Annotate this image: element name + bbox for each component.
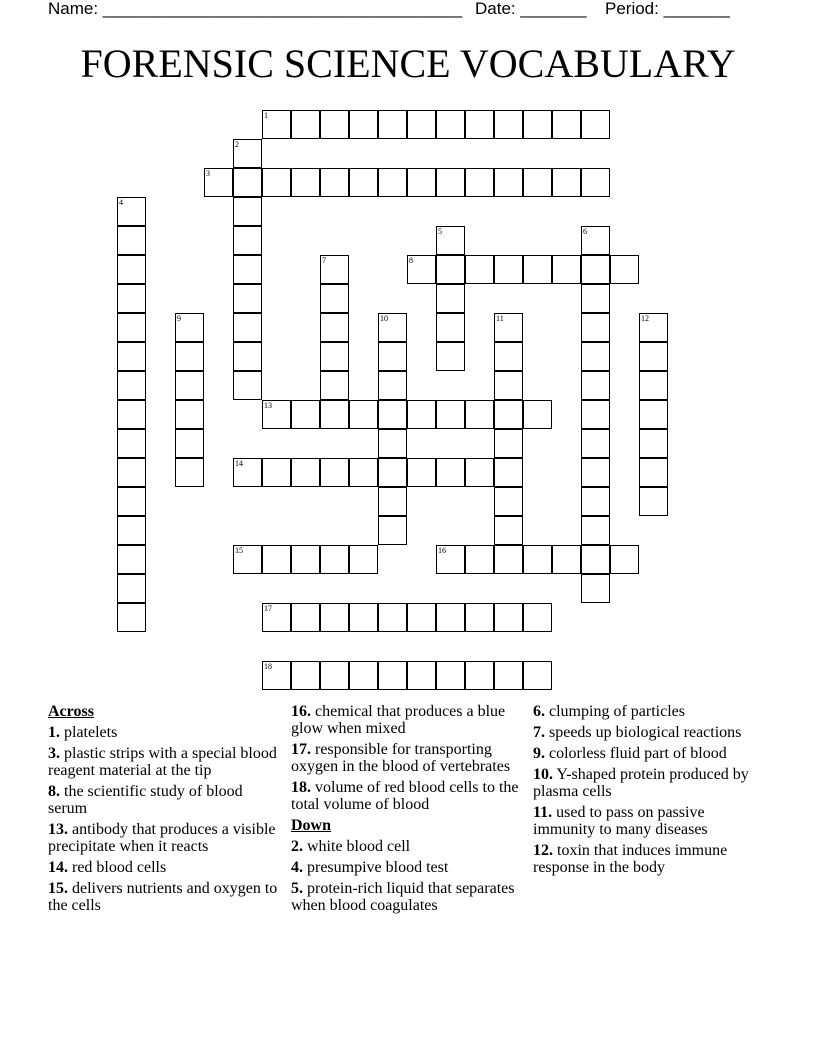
grid-cell[interactable]	[117, 429, 146, 458]
grid-cell[interactable]	[494, 545, 523, 574]
grid-cell[interactable]	[320, 255, 349, 284]
grid-cell[interactable]	[175, 313, 204, 342]
grid-cell[interactable]	[378, 458, 407, 487]
grid-cell[interactable]	[639, 400, 668, 429]
grid-cell[interactable]	[465, 400, 494, 429]
grid-cell[interactable]	[233, 197, 262, 226]
grid-cell[interactable]	[581, 487, 610, 516]
grid-cell[interactable]	[407, 458, 436, 487]
grid-cell[interactable]	[378, 313, 407, 342]
clue-number-label: 17	[264, 604, 272, 613]
grid-cell[interactable]	[639, 458, 668, 487]
grid-cell[interactable]	[233, 168, 262, 197]
grid-cell[interactable]	[465, 168, 494, 197]
grid-cell[interactable]	[117, 545, 146, 574]
clue-across-16: 16. chemical that produces a blue glow when mixed	[291, 703, 506, 737]
clue-number-label: 5	[438, 227, 442, 236]
clue-number-label: 11	[496, 314, 504, 323]
grid-cell[interactable]	[117, 400, 146, 429]
grid-cell[interactable]	[610, 545, 639, 574]
grid-cell[interactable]	[117, 458, 146, 487]
grid-cell[interactable]	[407, 168, 436, 197]
clue-down-11: 11. used to pass on passive immunity to many diseases	[533, 804, 708, 838]
clue-number-label: 3	[206, 169, 210, 178]
grid-cell[interactable]	[117, 255, 146, 284]
grid-cell[interactable]	[291, 661, 320, 690]
grid-cell[interactable]	[581, 168, 610, 197]
grid-cell[interactable]	[349, 661, 378, 690]
grid-cell[interactable]	[552, 168, 581, 197]
grid-cell[interactable]	[465, 255, 494, 284]
grid-cell[interactable]	[494, 487, 523, 516]
grid-cell[interactable]	[233, 284, 262, 313]
grid-cell[interactable]	[233, 313, 262, 342]
clues-column-3	[533, 703, 769, 880]
clue-number-label: 6	[583, 227, 587, 236]
grid-cell[interactable]	[175, 400, 204, 429]
grid-cell[interactable]	[349, 110, 378, 139]
grid-cell[interactable]	[581, 313, 610, 342]
grid-cell[interactable]	[349, 400, 378, 429]
grid-cell[interactable]	[581, 458, 610, 487]
grid-cell[interactable]	[465, 110, 494, 139]
grid-cell[interactable]	[349, 545, 378, 574]
clue-across-13: 13. antibody that produces a visible precipitate when it reacts	[48, 821, 276, 855]
grid-cell[interactable]	[523, 545, 552, 574]
grid-cell[interactable]	[175, 458, 204, 487]
grid-cell[interactable]	[581, 545, 610, 574]
grid-cell[interactable]	[262, 661, 291, 690]
grid-cell[interactable]	[639, 371, 668, 400]
date-field: Date: _______	[475, 0, 587, 18]
clue-number-label: 4	[119, 198, 123, 207]
grid-cell[interactable]	[378, 371, 407, 400]
across-heading: Across	[48, 703, 94, 720]
grid-cell[interactable]	[639, 342, 668, 371]
grid-cell[interactable]	[494, 342, 523, 371]
clue-across-3: 3. plastic strips with a special blood reagent material at the tip	[48, 745, 277, 779]
grid-cell[interactable]	[436, 458, 465, 487]
grid-cell[interactable]	[233, 255, 262, 284]
grid-cell[interactable]	[581, 226, 610, 255]
grid-cell[interactable]	[117, 284, 146, 313]
grid-cell[interactable]	[581, 255, 610, 284]
grid-cell[interactable]	[494, 255, 523, 284]
clue-down-7: 7. speeds up biological reactions	[533, 724, 742, 741]
grid-cell[interactable]	[436, 226, 465, 255]
grid-cell[interactable]	[494, 168, 523, 197]
grid-cell[interactable]	[378, 110, 407, 139]
down-heading: Down	[291, 817, 332, 834]
grid-cell[interactable]	[204, 168, 233, 197]
grid-cell[interactable]	[262, 400, 291, 429]
clue-across-1: 1. platelets	[48, 724, 118, 741]
grid-cell[interactable]	[175, 342, 204, 371]
grid-cell[interactable]	[117, 516, 146, 545]
grid-cell[interactable]	[117, 574, 146, 603]
clue-number-label: 16	[438, 546, 446, 555]
grid-cell[interactable]	[407, 400, 436, 429]
grid-cell[interactable]	[465, 603, 494, 632]
grid-cell[interactable]	[639, 429, 668, 458]
page-title: FORENSIC SCIENCE VOCABULARY	[80, 41, 736, 86]
grid-cell[interactable]	[117, 487, 146, 516]
grid-cell[interactable]	[349, 458, 378, 487]
grid-cell[interactable]	[639, 313, 668, 342]
grid-cell[interactable]	[436, 255, 465, 284]
grid-cell[interactable]	[262, 168, 291, 197]
grid-cell[interactable]	[639, 487, 668, 516]
grid-cell[interactable]	[436, 342, 465, 371]
grid-cell[interactable]	[610, 255, 639, 284]
grid-cell[interactable]	[581, 400, 610, 429]
clue-down-10: 10. Y-shaped protein produced by plasma cells	[533, 766, 749, 800]
clues-column-2	[291, 703, 527, 918]
clue-across-15: 15. delivers nutrients and oxygen to the cells	[48, 880, 278, 914]
grid-cell[interactable]	[233, 139, 262, 168]
clue-across-8: 8. the scientific study of blood serum	[48, 783, 243, 817]
grid-cell[interactable]	[175, 371, 204, 400]
clue-down-9: 9. colorless fluid part of blood	[533, 745, 727, 762]
grid-cell[interactable]	[523, 110, 552, 139]
grid-cell[interactable]	[552, 255, 581, 284]
grid-cell[interactable]	[320, 284, 349, 313]
clue-number-label: 1	[264, 111, 268, 120]
clue-down-4: 4. presumpive blood test	[291, 859, 449, 876]
grid-cell[interactable]	[320, 603, 349, 632]
grid-cell[interactable]	[117, 197, 146, 226]
clue-number-label: 2	[235, 140, 239, 149]
period-field: Period: _______	[605, 0, 730, 18]
grid-cell[interactable]	[436, 661, 465, 690]
grid-cell[interactable]	[407, 661, 436, 690]
grid-cell[interactable]	[378, 661, 407, 690]
clue-across-18: 18. volume of red blood cells to the total volume of blood	[291, 779, 519, 813]
grid-cell[interactable]	[291, 458, 320, 487]
grid-cell[interactable]	[320, 458, 349, 487]
grid-cell[interactable]	[117, 342, 146, 371]
grid-cell[interactable]	[407, 110, 436, 139]
grid-cell[interactable]	[436, 603, 465, 632]
grid-cell[interactable]	[262, 110, 291, 139]
grid-cell[interactable]	[291, 168, 320, 197]
grid-cell[interactable]	[320, 371, 349, 400]
clue-number-label: 8	[409, 256, 413, 265]
grid-cell[interactable]	[117, 226, 146, 255]
grid-cell[interactable]	[523, 168, 552, 197]
clue-number-label: 18	[264, 662, 272, 671]
grid-cell[interactable]	[320, 110, 349, 139]
grid-cell[interactable]	[552, 545, 581, 574]
grid-cell[interactable]	[581, 110, 610, 139]
grid-cell[interactable]	[349, 603, 378, 632]
grid-cell[interactable]	[494, 400, 523, 429]
grid-cell[interactable]	[262, 603, 291, 632]
grid-cell[interactable]	[320, 313, 349, 342]
grid-cell[interactable]	[523, 400, 552, 429]
grid-cell[interactable]	[233, 545, 262, 574]
clue-number-label: 10	[380, 314, 388, 323]
clues-column-1	[48, 703, 284, 918]
grid-cell[interactable]	[349, 168, 378, 197]
grid-cell[interactable]	[581, 342, 610, 371]
grid-cell[interactable]	[233, 371, 262, 400]
grid-cell[interactable]	[320, 168, 349, 197]
grid-cell[interactable]	[320, 400, 349, 429]
clue-across-14: 14. red blood cells	[48, 859, 167, 876]
grid-cell[interactable]	[465, 458, 494, 487]
clue-down-6: 6. clumping of particles	[533, 703, 685, 720]
grid-cell[interactable]	[436, 168, 465, 197]
grid-cell[interactable]	[523, 255, 552, 284]
clue-number-label: 15	[235, 546, 243, 555]
grid-cell[interactable]	[436, 284, 465, 313]
grid-cell[interactable]	[378, 487, 407, 516]
grid-cell[interactable]	[378, 603, 407, 632]
grid-cell[interactable]	[407, 603, 436, 632]
clue-down-2: 2. white blood cell	[291, 838, 411, 855]
grid-cell[interactable]	[465, 545, 494, 574]
grid-cell[interactable]	[523, 661, 552, 690]
grid-cell[interactable]	[291, 603, 320, 632]
grid-cell[interactable]	[581, 284, 610, 313]
clue-across-17: 17. responsible for transporting oxygen in the blood of vertebrates	[291, 741, 511, 775]
grid-cell[interactable]	[291, 400, 320, 429]
grid-cell[interactable]	[233, 226, 262, 255]
grid-cell[interactable]	[407, 255, 436, 284]
grid-cell[interactable]	[436, 400, 465, 429]
grid-cell[interactable]	[378, 400, 407, 429]
grid-cell[interactable]	[494, 516, 523, 545]
grid-cell[interactable]	[494, 603, 523, 632]
grid-cell[interactable]	[494, 661, 523, 690]
grid-cell[interactable]	[291, 545, 320, 574]
grid-cell[interactable]	[494, 429, 523, 458]
grid-cell[interactable]	[494, 110, 523, 139]
clue-number-label: 9	[177, 314, 181, 323]
grid-cell[interactable]	[552, 110, 581, 139]
grid-cell[interactable]	[494, 458, 523, 487]
grid-cell[interactable]	[378, 168, 407, 197]
grid-cell[interactable]	[436, 545, 465, 574]
grid-cell[interactable]	[494, 313, 523, 342]
grid-cell[interactable]	[581, 429, 610, 458]
grid-cell[interactable]	[378, 429, 407, 458]
clue-number-label: 13	[264, 401, 272, 410]
grid-cell[interactable]	[465, 661, 494, 690]
grid-cell[interactable]	[117, 371, 146, 400]
grid-cell[interactable]	[262, 545, 291, 574]
grid-cell[interactable]	[320, 661, 349, 690]
grid-cell[interactable]	[378, 516, 407, 545]
grid-cell[interactable]	[262, 458, 291, 487]
grid-cell[interactable]	[117, 603, 146, 632]
grid-cell[interactable]	[175, 429, 204, 458]
grid-cell[interactable]	[117, 313, 146, 342]
grid-cell[interactable]	[581, 574, 610, 603]
clue-number-label: 14	[235, 459, 243, 468]
grid-cell[interactable]	[378, 342, 407, 371]
grid-cell[interactable]	[320, 342, 349, 371]
grid-cell[interactable]	[581, 371, 610, 400]
clue-number-label: 7	[322, 256, 326, 265]
grid-cell[interactable]	[523, 603, 552, 632]
grid-cell[interactable]	[436, 110, 465, 139]
grid-cell[interactable]	[436, 313, 465, 342]
grid-cell[interactable]	[320, 545, 349, 574]
clue-down-12: 12. toxin that induces immune response in the body	[533, 842, 728, 876]
grid-cell[interactable]	[291, 110, 320, 139]
clue-down-5: 5. protein-rich liquid that separates when blood coagulates	[291, 880, 515, 914]
grid-cell[interactable]	[581, 516, 610, 545]
clue-number-label: 12	[641, 314, 649, 323]
name-field: Name: ______________________________________	[48, 0, 463, 18]
grid-cell[interactable]	[494, 371, 523, 400]
grid-cell[interactable]	[233, 342, 262, 371]
grid-cell[interactable]	[233, 458, 262, 487]
